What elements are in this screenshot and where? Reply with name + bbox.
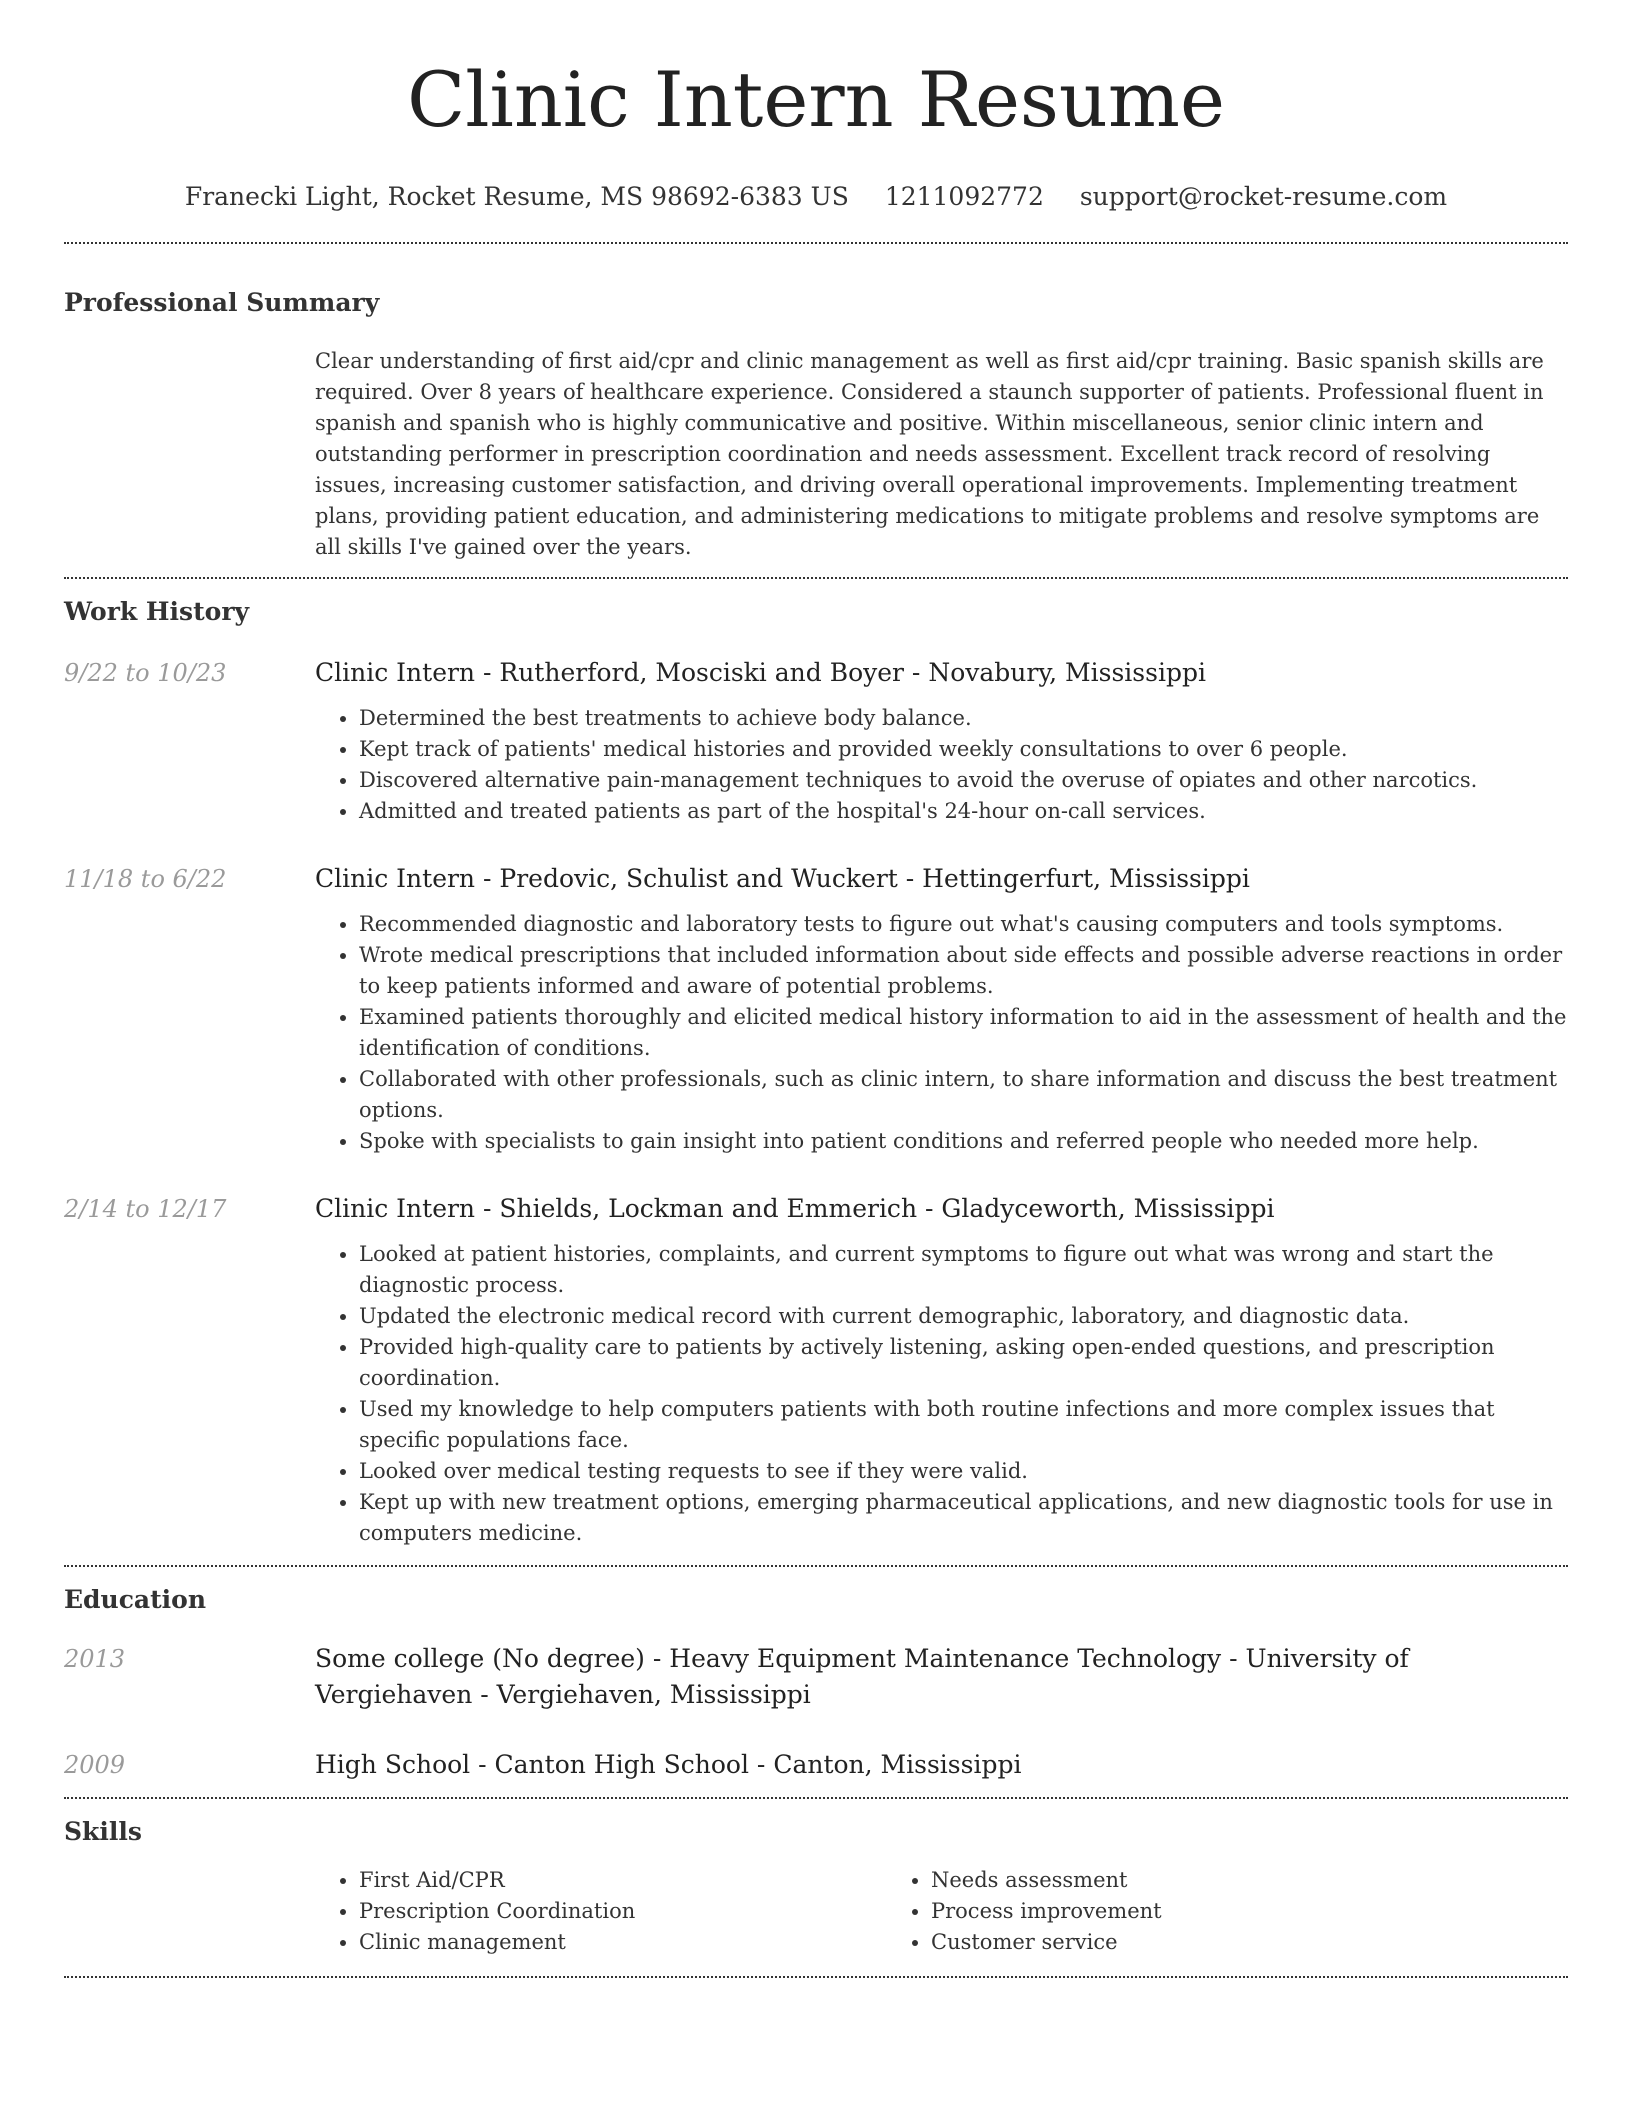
work-history-section (64, 579, 1568, 1565)
job-bullet: • Determined the best treatments to achieve body balance. (359, 703, 1568, 734)
section-title-summary: Professional Summary (64, 288, 380, 317)
education-body (315, 1641, 1568, 1713)
skills-section (64, 1799, 1568, 1976)
job-bullets (315, 1239, 1568, 1549)
job-bullet: • Kept track of patients' medical histories and provided weekly consultations to over 6 people. (359, 734, 1568, 765)
contact-line (64, 180, 1568, 214)
contact-address: Franecki Light, Rocket Resume, MS 98692-6383 US (184, 182, 849, 211)
education-heading: High School - Canton High School - Canton, Mississippi (315, 1750, 1022, 1779)
skill-item: • Needs assessment (931, 1865, 1459, 1896)
education-entry (64, 1747, 1568, 1783)
job-bullets (315, 909, 1568, 1157)
education-year: 2013 (64, 1645, 126, 1673)
skills-grid (315, 1865, 1568, 1976)
job-dates: 2/14 to 12/17 (64, 1195, 227, 1223)
skill-item: • Customer service (931, 1927, 1459, 1958)
skill-item: • Process improvement (931, 1896, 1459, 1927)
job-entry (64, 1191, 1568, 1549)
job-bullets (315, 703, 1568, 827)
job-heading: Clinic Intern - Predovic, Schulist and Wuckert - Hettingerfurt, Mississippi (315, 864, 1250, 893)
job-bullet: • Spoke with specialists to gain insight into patient conditions and referred people who needed more help. (359, 1126, 1568, 1157)
section-title-education: Education (64, 1585, 207, 1614)
job-heading: Clinic Intern - Rutherford, Mosciski and Boyer - Novabury, Mississippi (315, 658, 1206, 687)
divider (64, 1976, 1568, 1978)
summary-section (64, 244, 1568, 577)
job-body (315, 655, 1568, 827)
job-bullet: • Kept up with new treatment options, emerging pharmaceutical applications, and new diagnostic tools for use in computers medicine. (359, 1487, 1568, 1549)
education-body (315, 1747, 1568, 1783)
summary-text: Clear understanding of first aid/cpr and clinic management as well as first aid/cpr training. Basic spanish skills are required. Over 8 years of healthcare experience. Considered a staunch supporter of patients. Professional fluent in spanish and spanish who is highly communicative and positive. Within miscellaneous, senior clinic intern and outstanding performer in prescription coordination and needs assessment. Excellent track record of resolving issues, increasing customer satisfaction, and driving overall operational improvements. Implementing treatment plans, providing patient education, and administering medications to mitigate problems and resolve symptoms are all skills I've gained over the years. (315, 349, 1544, 559)
education-entry (64, 1641, 1568, 1713)
section-title-skills: Skills (64, 1817, 142, 1846)
job-bullet: • Looked at patient histories, complaints, and current symptoms to figure out what was wrong and start the diagnostic process. (359, 1239, 1568, 1301)
job-bullet: • Recommended diagnostic and laboratory tests to figure out what's causing computers and tools symptoms. (359, 909, 1568, 940)
job-body (315, 861, 1568, 1157)
skill-item: • Clinic management (359, 1927, 887, 1958)
education-section (64, 1567, 1568, 1797)
job-bullet: • Updated the electronic medical record with current demographic, laboratory, and diagnostic data. (359, 1301, 1568, 1332)
contact-phone: 1211092772 (884, 182, 1044, 211)
education-heading: Some college (No degree) - Heavy Equipment Maintenance Technology - University of Vergiehaven - Vergiehaven, Mississippi (315, 1644, 1409, 1709)
section-title-work: Work History (64, 597, 250, 626)
job-bullet: • Wrote medical prescriptions that included information about side effects and possible adverse reactions in order to keep patients informed and aware of potential problems. (359, 940, 1568, 1002)
education-year: 2009 (64, 1751, 126, 1779)
skills-list-left (315, 1865, 887, 1958)
job-dates: 11/18 to 6/22 (64, 865, 227, 893)
skill-item: • First Aid/CPR (359, 1865, 887, 1896)
job-bullet: • Provided high-quality care to patients by actively listening, asking open-ended questions, and prescription coordination. (359, 1332, 1568, 1394)
skills-list-right (887, 1865, 1459, 1958)
job-bullet: • Looked over medical testing requests to see if they were valid. (359, 1456, 1568, 1487)
job-entry (64, 655, 1568, 827)
resume-title: Clinic Intern Resume (407, 55, 1225, 144)
job-bullet: • Discovered alternative pain-management techniques to avoid the overuse of opiates and other narcotics. (359, 765, 1568, 796)
contact-email: support@rocket-resume.com (1079, 182, 1448, 211)
job-entry (64, 861, 1568, 1157)
job-bullet: • Collaborated with other professionals, such as clinic intern, to share information and discuss the best treatment options. (359, 1064, 1568, 1126)
job-heading: Clinic Intern - Shields, Lockman and Emmerich - Gladyceworth, Mississippi (315, 1194, 1275, 1223)
job-bullet: • Admitted and treated patients as part of the hospital's 24-hour on-call services. (359, 796, 1568, 827)
job-bullet: • Used my knowledge to help computers patients with both routine infections and more complex issues that specific populations face. (359, 1394, 1568, 1456)
job-body (315, 1191, 1568, 1549)
job-bullet: • Examined patients thoroughly and elicited medical history information to aid in the assessment of health and the identification of conditions. (359, 1002, 1568, 1064)
job-dates: 9/22 to 10/23 (64, 659, 227, 687)
skill-item: • Prescription Coordination (359, 1896, 887, 1927)
